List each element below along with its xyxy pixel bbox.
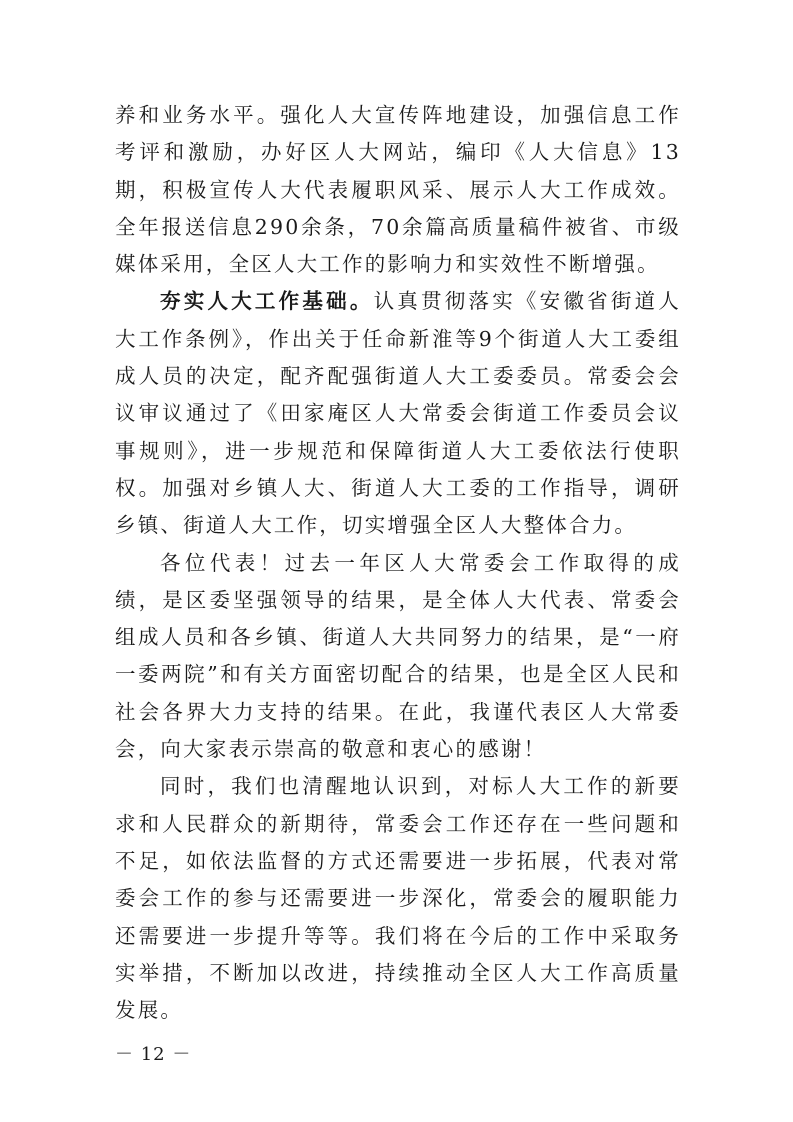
paragraph-continuation (115, 97, 681, 283)
paragraph-text: 养和业务水平。强化人大宣传阵地建设，加强信息工作考评和激励，办好区人大网站，编印《人大信息》13期，积极宣传人大代表履职风采、展示人大工作成效。全年报送信息290余条，70余篇高质量稿件被省、市级媒体采用，全区人大工作的影响力和实效性不断增强。 (115, 103, 681, 277)
paragraph-text: 各位代表！过去一年区人大常委会工作取得的成绩，是区委坚强领导的结果，是全体人大代表、常委会组成人员和各乡镇、街道人大共同努力的结果，是“一府一委两院”和有关方面密切配合的结果，也是全区人民和社会各界大力支持的结果。在此，我谨代表区人大常委会，向大家表示崇高的敬意和衷心的感谢！ (115, 550, 681, 762)
paragraph-text: 同时，我们也清醒地认识到，对标人大工作的新要求和人民群众的新期待，常委会工作还存在一些问题和不足，如依法监督的方式还需要进一步拓展，代表对常委会工作的参与还需要进一步深化，常委会的履职能力还需要进一步提升等等。我们将在今后的工作中采取务实举措，不断加以改进，持续推动全区人大工作高质量发展。 (115, 774, 681, 1023)
paragraph-heading: 夯实人大工作基础。 (160, 289, 374, 314)
page-number: － 12 － (115, 1044, 192, 1065)
paragraph-text: 认真贯彻落实《安徽省街道人大工作条例》，作出关于任命新淮等9个街道人大工委组成人员的决定，配齐配强街道人大工委委员。常委会会议审议通过了《田家庵区人大常委会街道工作委员会议事规则》，进一步规范和保障街道人大工委依法行使职权。加强对乡镇人大、街道人大工委的工作指导，调研乡镇、街道人大工作，切实增强全区人大整体合力。 (115, 289, 681, 538)
document-body (115, 97, 681, 1029)
paragraph-shortcomings (115, 768, 681, 1029)
paragraph-strengthen-foundation (115, 283, 681, 544)
paragraph-achievements (115, 545, 681, 769)
